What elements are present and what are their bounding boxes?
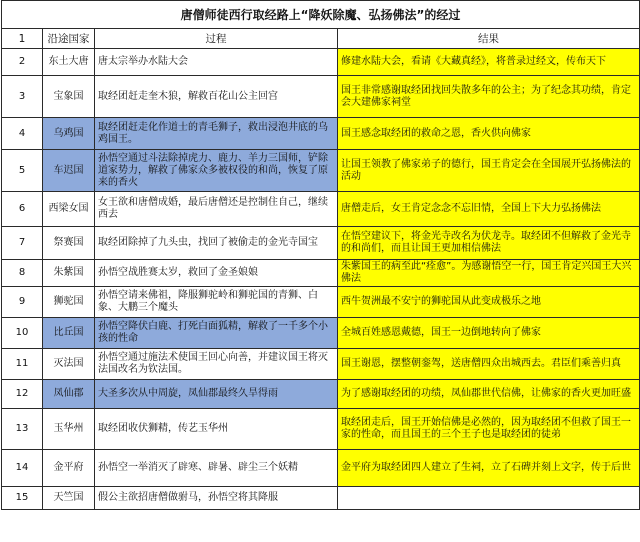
row-process: 取经团赶走化作道士的青毛狮子，救出浸泡井底的乌鸡国王。 — [95, 118, 338, 150]
row-country: 狮驼国 — [43, 287, 95, 318]
row-number: 10 — [2, 318, 43, 349]
table-row — [2, 192, 640, 227]
row-result: 让国王领教了佛家弟子的德行，国王肯定会在全国展开弘扬佛法的活动 — [338, 150, 640, 192]
table-row — [2, 287, 640, 318]
row-process: 唐太宗举办水陆大会 — [95, 49, 338, 76]
row-country: 车迟国 — [43, 150, 95, 192]
row-result: 国王非常感谢取经团找回失散多年的公主；为了纪念其功绩，肯定会大建佛家祠堂 — [338, 76, 640, 118]
row-result: 朱紫国王的病至此“痊愈”。为感谢悟空一行，国王肯定兴国王大兴佛法 — [338, 260, 640, 287]
row-number: 15 — [2, 487, 43, 510]
table-row — [2, 118, 640, 150]
header-country: 沿途国家 — [43, 29, 95, 49]
table-row — [2, 380, 640, 409]
row-number: 8 — [2, 260, 43, 287]
row-process: 孙悟空一举消灭了辟寒、辟暑、辟尘三个妖精 — [95, 450, 338, 487]
row-process: 孙悟空战胜赛太岁，救回了金圣娘娘 — [95, 260, 338, 287]
table-row — [2, 150, 640, 192]
row-country: 金平府 — [43, 450, 95, 487]
row-process: 取经团除掉了九头虫，找回了被偷走的金光寺国宝 — [95, 227, 338, 260]
journey-table — [1, 0, 640, 510]
row-country: 玉华州 — [43, 409, 95, 450]
table-row — [2, 49, 640, 76]
row-number: 3 — [2, 76, 43, 118]
row-country: 宝象国 — [43, 76, 95, 118]
header-result: 结果 — [338, 29, 640, 49]
row-country: 朱紫国 — [43, 260, 95, 287]
table-row — [2, 260, 640, 287]
row-number: 5 — [2, 150, 43, 192]
row-process: 孙悟空降伏白鹿、打死白面狐精，解救了一千多个小孩的性命 — [95, 318, 338, 349]
table-row — [2, 76, 640, 118]
row-number: 4 — [2, 118, 43, 150]
row-number: 11 — [2, 349, 43, 380]
row-process: 孙悟空通过施法术使国王回心向善，并建议国王将灭法国改名为钦法国。 — [95, 349, 338, 380]
row-result: 取经团走后，国王开始信佛是必然的，因为取经团不但救了国王一家的性命，而且国王的三个王子也是取经团的徒弟 — [338, 409, 640, 450]
row-number: 6 — [2, 192, 43, 227]
row-result: 西牛贺洲最不安宁的狮驼国从此变成极乐之地 — [338, 287, 640, 318]
row-country: 灭法国 — [43, 349, 95, 380]
table-row — [2, 450, 640, 487]
row-number: 14 — [2, 450, 43, 487]
row-result: 全城百姓感恩戴德，国王一边倒地转向了佛家 — [338, 318, 640, 349]
title-row — [2, 1, 640, 29]
row-number: 7 — [2, 227, 43, 260]
row-country: 西梁女国 — [43, 192, 95, 227]
row-result: 金平府为取经团四人建立了生祠，立了石碑并刻上文字，传于后世 — [338, 450, 640, 487]
row-process: 假公主欲招唐僧做驸马，孙悟空将其降服 — [95, 487, 338, 510]
header-process: 过程 — [95, 29, 338, 49]
table-row — [2, 349, 640, 380]
row-number: 2 — [2, 49, 43, 76]
table-row — [2, 409, 640, 450]
row-result — [338, 487, 640, 510]
row-number: 12 — [2, 380, 43, 409]
row-result: 在悟空建议下，将金光寺改名为伏龙寺。取经团不但解救了金光寺的和尚们，而且让国王更加相信佛法 — [338, 227, 640, 260]
row-country: 乌鸡国 — [43, 118, 95, 150]
row-country: 凤仙郡 — [43, 380, 95, 409]
row-country: 天竺国 — [43, 487, 95, 510]
row-country: 比丘国 — [43, 318, 95, 349]
table-row — [2, 487, 640, 510]
row-number: 9 — [2, 287, 43, 318]
row-country: 祭赛国 — [43, 227, 95, 260]
row-result: 修建水陆大会，看请《大藏真经》，将普录过经文，传布天下 — [338, 49, 640, 76]
row-result: 国王感念取经团的救命之恩，香火供向佛家 — [338, 118, 640, 150]
header-num: 1 — [2, 29, 43, 49]
row-result: 为了感谢取经团的功绩，凤仙郡世代信佛，让佛家的香火更加旺盛 — [338, 380, 640, 409]
row-result: 唐僧走后，女王肯定念念不忘旧情，全国上下大力弘扬佛法 — [338, 192, 640, 227]
row-process: 孙悟空通过斗法除掉虎力、鹿力、羊力三国师，铲除道家势力，解救了佛家众多被权役的和尚，恢复了原来的香火 — [95, 150, 338, 192]
table-title: 唐僧师徒西行取经路上“降妖除魔、弘扬佛法”的经过 — [2, 1, 640, 29]
header-row — [2, 29, 640, 49]
row-process: 取经团收伏狮精，传艺玉华州 — [95, 409, 338, 450]
row-number: 13 — [2, 409, 43, 450]
row-process: 大圣多次从中周旋，凤仙郡最终久旱得雨 — [95, 380, 338, 409]
row-process: 女王欲和唐僧成婚，最后唐僧还是控制住自己，继续西去 — [95, 192, 338, 227]
row-result: 国王谢恩，摆整朝銮驾，送唐僧四众出城西去。君臣们乘善归真 — [338, 349, 640, 380]
row-process: 取经团赶走奎木狼，解救百花山公主回宫 — [95, 76, 338, 118]
table-row — [2, 318, 640, 349]
row-country: 东土大唐 — [43, 49, 95, 76]
table-row — [2, 227, 640, 260]
row-process: 孙悟空请来佛祖，降服狮驼岭和狮驼国的青狮、白象、大鹏三个魔头 — [95, 287, 338, 318]
